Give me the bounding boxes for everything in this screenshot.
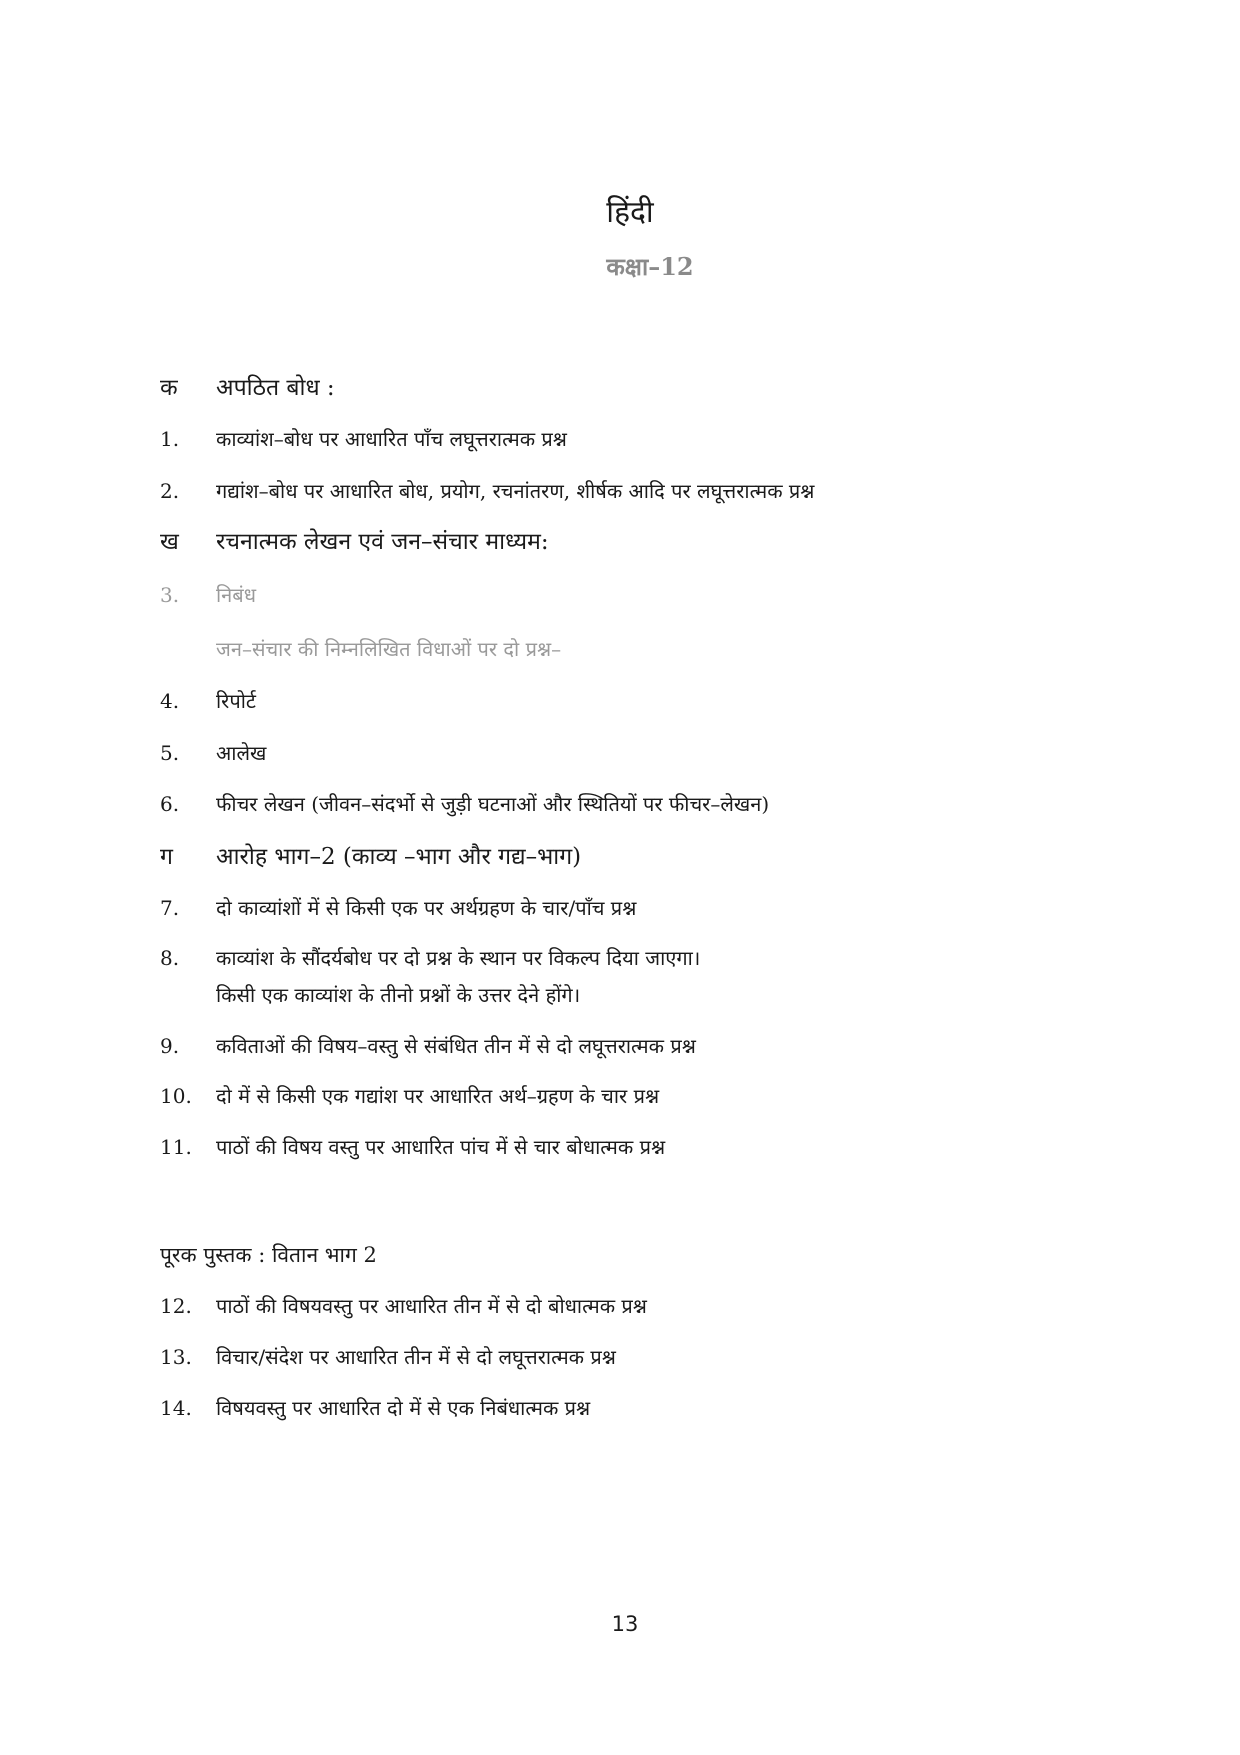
section-marker: ग [160, 844, 173, 870]
item-number: 2. [160, 479, 180, 503]
item-text: काव्यांश के सौंदर्यबोध पर दो प्रश्न के स्थान पर विकल्प दिया जाएगा। [216, 946, 701, 970]
item-text: काव्यांश–बोध पर आधारित पाँच लघूत्तरात्मक प्रश्न [216, 427, 567, 451]
item-text: दो काव्यांशों में से किसी एक पर अर्थग्रहण के चार/पाँच प्रश्न [216, 896, 637, 920]
item-number: 13. [160, 1345, 192, 1369]
item-number: 1. [160, 427, 180, 451]
item-text: किसी एक काव्यांश के तीनो प्रश्नों के उत्तर देने होंगे। [216, 983, 581, 1007]
item-number: 9. [160, 1034, 180, 1058]
supplementary-heading: पूरक पुस्तक : वितान भाग 2 [160, 1243, 377, 1267]
item-number: 10. [160, 1084, 192, 1108]
item-text: विचार/संदेश पर आधारित तीन में से दो लघूत्तरात्मक प्रश्न [216, 1345, 616, 1369]
item-number: 3. [160, 583, 180, 607]
item-number: 5. [160, 741, 180, 765]
item-text: रिपोर्ट [216, 689, 256, 713]
item-text: निबंध [216, 583, 256, 607]
item-number: 8. [160, 946, 180, 970]
page-number: 13 [611, 1612, 639, 1636]
item-number: 7. [160, 896, 180, 920]
item-number: 14. [160, 1396, 192, 1420]
page-subtitle: कक्षा–12 [606, 252, 694, 281]
item-text: दो में से किसी एक गद्यांश पर आधारित अर्थ–ग्रहण के चार प्रश्न [216, 1084, 660, 1108]
section-marker: ख [160, 529, 179, 555]
item-text: गद्यांश–बोध पर आधारित बोध, प्रयोग, रचनांतरण, शीर्षक आदि पर लघूत्तरात्मक प्रश्न [216, 479, 815, 503]
item-text: कविताओं की विषय–वस्तु से संबंधित तीन में से दो लघूत्तरात्मक प्रश्न [216, 1034, 696, 1058]
section-title: अपठित बोध : [216, 375, 335, 401]
section-marker: क [160, 375, 178, 401]
item-text: पाठों की विषयवस्तु पर आधारित तीन में से दो बोधात्मक प्रश्न [216, 1294, 647, 1318]
item-text: पाठों की विषय वस्तु पर आधारित पांच में से चार बोधात्मक प्रश्न [216, 1135, 666, 1159]
item-text: आलेख [216, 741, 267, 765]
item-number: 11. [160, 1135, 192, 1159]
item-text: फीचर लेखन (जीवन–संदर्भो से जुड़ी घटनाओं और स्थितियों पर फीचर–लेखन) [216, 792, 770, 816]
item-number: 4. [160, 689, 180, 713]
section-title: आरोह भाग–2 (काव्य –भाग और गद्य–भाग) [216, 844, 582, 870]
item-text: जन–संचार की निम्नलिखित विधाओं पर दो प्रश्न– [216, 637, 562, 661]
item-number: 6. [160, 792, 180, 816]
item-text: विषयवस्तु पर आधारित दो में से एक निबंधात्मक प्रश्न [216, 1396, 591, 1420]
section-title: रचनात्मक लेखन एवं जन–संचार माध्यम: [216, 529, 549, 555]
page-title: हिंदी [606, 195, 654, 230]
item-number: 12. [160, 1294, 192, 1318]
